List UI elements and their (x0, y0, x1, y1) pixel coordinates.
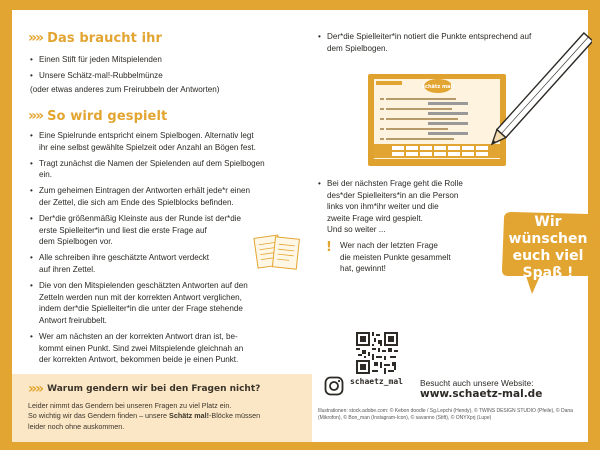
left-column (12, 10, 312, 442)
notes-icon (252, 230, 302, 274)
list-item: • Alle schreiben ihre geschätzte Antwort verdeckt auf ihren Zettel. (30, 252, 306, 275)
exclamation-icon: ! (326, 240, 332, 255)
materials-note: (oder etwas anderes zum Freirubbeln der Antworten) (30, 85, 220, 94)
list-item: • Tragt zunächst die Namen der Spielenden auf dem Spielbogen ein. (30, 158, 306, 181)
list-item: • Die von den Mitspielenden geschätzten Antworten auf den Zetteln werden nun mit der korrekten Antwort verglichen, indem der*die Spielleiter*in die unter der Frage stehende Antwort freirubbelt. (30, 280, 306, 326)
list-item: • Der*die größenmäßig Kleinste aus der Runde ist der*die erste Spielleiter*in und liest die erste Frage auf dem Spielbogen vor. (30, 213, 306, 248)
list-item: • Eine Spielrunde entspricht einem Spielbogen. Alternativ legt ihr eine selbst gewählte Spielzeit oder Anzahl an Bögen fest. (30, 130, 306, 153)
winner-note: ! Wer nach der letzten Frage die meisten Punkte gesammelt hat, gewinnt! (326, 240, 451, 274)
list-item: • Bei der nächsten Frage geht die Rolle des*der Spielleiters*in an die Person links von ihm*ihr weiter und die zweite Frage wird gespielt. Und so weiter ... (318, 178, 498, 236)
pencil-icon (482, 32, 592, 154)
qr-code[interactable] (356, 332, 398, 374)
list-item: • Einen Stift für jeden Mitspielenden (30, 54, 306, 66)
instruction-sheet (12, 10, 588, 442)
speech-bubble: Wir wünschen euch viel Spaß ! (498, 210, 596, 296)
materials-list (30, 54, 306, 86)
double-chevron-icon: »» (28, 30, 43, 46)
list-item: • Zum geheimen Eintragen der Antworten erhält jede*r einen der Zettel, die sich am Ende des Spielblocks befinden. (30, 185, 306, 208)
double-chevron-icon: »» (28, 108, 43, 124)
next-round-list (318, 178, 498, 236)
instagram-icon[interactable] (324, 376, 344, 396)
section-title-rules: »» So wird gespielt (28, 108, 168, 124)
gender-info-box: »» Warum gendern wir bei den Fragen nicht? Leider nimmt das Gendern bei unseren Fragen zu viel Platz ein. So wichtig wir das Gendern finden – unsere Schätz mal!-Blöcke müssen leider noch ohne auskommen. (12, 374, 312, 442)
double-chevron-icon: »» (28, 381, 43, 397)
website-link[interactable]: www.schaetz-mal.de (420, 388, 543, 400)
illustration-credits: Illustrationen: stock.adobe.com: © Kebon doodle / Sg.Lepchi (Hendy), © TWINS DESIGN STUDIO (Pfeile), © Dana (Mikrofon), © Bon_man (Instagram-Icon), © savanno (Stift), © ONYXprj (Lupe) (318, 408, 573, 421)
section-title-materials: »» Das braucht ihr (28, 30, 162, 46)
sheet-logo: Schätz mal! (421, 84, 455, 90)
list-item: • Wer am nächsten an der korrekten Antwort dran ist, be- kommt einen Punkt. Sind zwei Mitspielende gleichnah an der korrekten Antwort, bekommen beide je einen Punkt. (30, 331, 306, 366)
instagram-handle[interactable]: schaetz_mal (350, 377, 403, 386)
list-item: • Unsere Schätz-mal!-Rubbelmünze (30, 70, 306, 82)
right-column (312, 10, 588, 442)
list-item: • Der*die Spielleiter*in notiert die Punkte entsprechend auf dem Spielbogen. (318, 31, 588, 54)
website-label: Besucht auch unsere Website: (420, 378, 534, 388)
